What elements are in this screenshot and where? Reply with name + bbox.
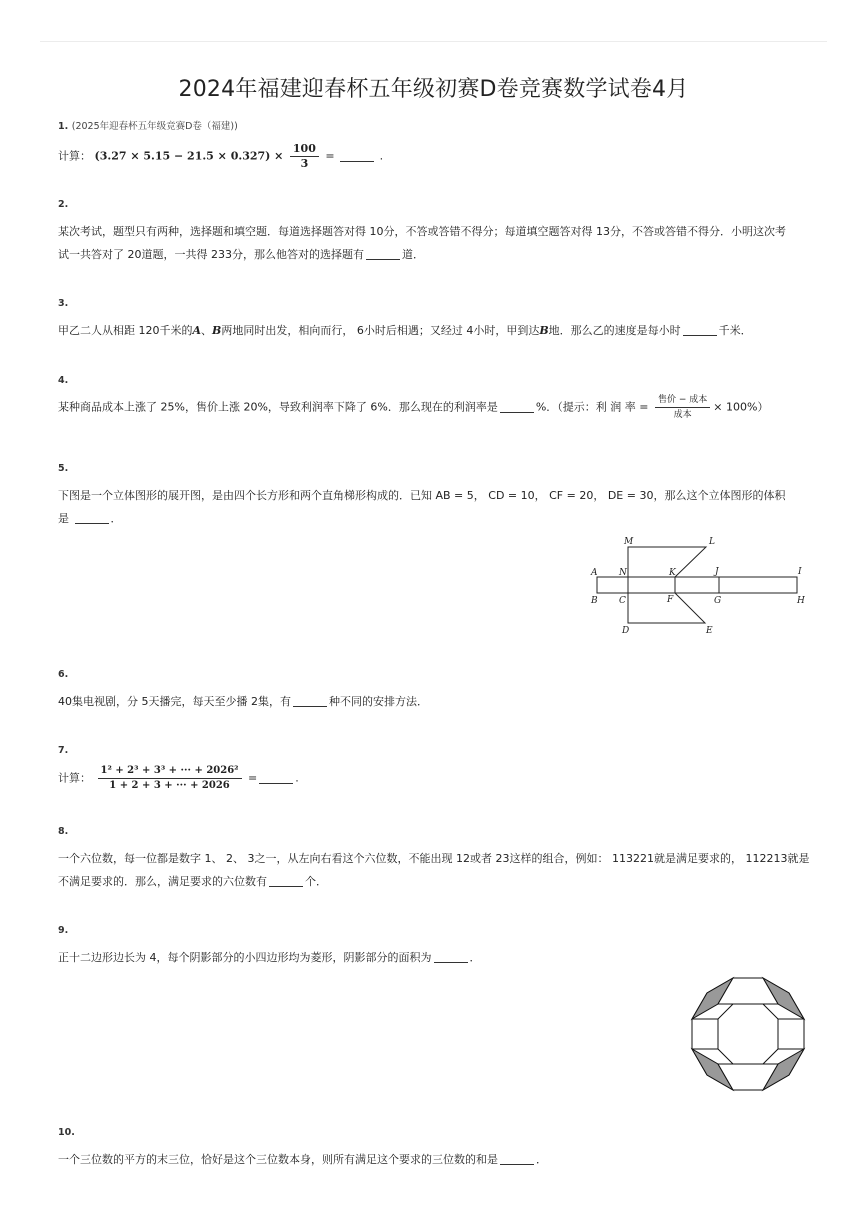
question-number: 4. — [58, 375, 69, 386]
question-8 — [58, 822, 818, 893]
question-number: 1. — [58, 121, 69, 132]
answer-blank[interactable] — [500, 400, 534, 413]
math-var: B — [539, 324, 549, 337]
point-label: N — [619, 568, 627, 578]
question-text: 40集电视剧，分 5天播完，每天至少播 2集，有 — [58, 695, 291, 708]
question-text: 计算： — [58, 149, 91, 163]
question-3 — [58, 294, 818, 342]
fraction-numerator: 100 — [290, 142, 319, 157]
answer-blank[interactable] — [75, 511, 109, 524]
question-text: 试一共答对了 20道题，一共得 233分，那么他答对的选择题有 — [58, 248, 364, 261]
point-label: E — [706, 626, 713, 636]
fraction-numerator: 1² + 2³ + 3³ + ··· + 2026² — [98, 764, 242, 779]
point-label: I — [798, 567, 802, 577]
fraction-denominator: 成本 — [673, 410, 692, 420]
question-9 — [58, 921, 818, 969]
question-5 — [58, 459, 818, 530]
question-text: 两地同时出发，相向而行， — [221, 324, 354, 337]
question-text: 某种商品成本上涨了 25%，售价上涨 20%，导致利润率下降了 6%．那么现在的利润率是 — [58, 400, 498, 414]
question-number: 7. — [58, 745, 69, 756]
point-label: B — [591, 596, 598, 606]
question-text: 种不同的安排方法． — [329, 695, 428, 708]
question-text: 不满足要求的．那么，满足要求的六位数有 — [58, 875, 267, 888]
question-number: 6. — [58, 669, 69, 680]
question-text: 正十二边形边长为 4，每个阴影部分的小四边形均为菱形，阴影部分的面积为 — [58, 951, 432, 964]
question-number: 5. — [58, 463, 69, 474]
period: ． — [110, 512, 122, 525]
fraction-numerator: 售价 − 成本 — [655, 393, 710, 408]
question-text: 一个六位数，每一位都是数字 1、 2、 3之一，从左向右看这个六位数，不能出现 12或者 23这样的组合，例如： 113221就是满足要求的， 112213就是 — [58, 852, 810, 865]
question-7 — [58, 741, 818, 793]
fraction-denominator: 1 + 2 + 3 + ··· + 2026 — [109, 780, 230, 791]
net-diagram — [588, 535, 810, 639]
dodecagon-diagram — [689, 975, 807, 1093]
question-text: × 100%） — [713, 400, 769, 414]
question-text: 、 — [201, 324, 213, 337]
fraction-denominator: 3 — [300, 157, 309, 170]
header-divider — [40, 41, 827, 42]
question-text: 地．那么乙的速度是每小时 — [548, 324, 681, 337]
question-2 — [58, 195, 818, 266]
answer-blank[interactable] — [434, 950, 468, 963]
equals-sign: = — [325, 149, 335, 163]
point-label: L — [709, 537, 715, 547]
answer-blank[interactable] — [340, 149, 374, 162]
page-title: 2024年福建迎春杯五年级初赛D卷竞赛数学试卷4月 — [178, 77, 689, 102]
question-text: 道． — [401, 248, 424, 261]
point-label: F — [667, 595, 674, 605]
point-label: M — [624, 537, 634, 547]
point-label: A — [591, 568, 598, 578]
question-10 — [58, 1123, 818, 1171]
answer-blank[interactable] — [269, 874, 303, 887]
math-var: A — [192, 324, 202, 337]
question-text: 千米． — [718, 324, 752, 337]
answer-blank[interactable] — [683, 323, 717, 336]
question-text: 下图是一个立体图形的展开图，是由四个长方形和两个直角梯形构成的．已知 AB = 5， CD = 10， CF = 20， DE = 30，那么这个立体图形的体积 — [58, 489, 786, 502]
math-expression: (3.27 × 5.15 − 21.5 × 0.327) × — [94, 149, 284, 163]
question-number: 10. — [58, 1127, 75, 1138]
point-label: G — [714, 596, 722, 606]
period: . — [379, 149, 384, 163]
equals-sign: = — [248, 771, 258, 785]
question-text: %．（提示：利 润 率 = — [535, 400, 649, 414]
question-number: 2. — [58, 199, 69, 210]
question-text: 6小时后相遇；又经过 4小时，甲到达 — [356, 324, 540, 337]
period: ． — [469, 951, 481, 964]
question-text: 计算： — [58, 771, 91, 785]
question-text: 是 — [58, 512, 69, 525]
question-text: 一个三位数的平方的末三位，恰好是这个三位数本身，则所有满足这个要求的三位数的和是 — [58, 1153, 498, 1166]
question-6 — [58, 665, 818, 713]
point-label: K — [669, 568, 676, 578]
point-label: J — [715, 567, 719, 577]
period: . — [295, 771, 299, 785]
answer-blank[interactable] — [259, 771, 293, 784]
period: ． — [536, 1153, 547, 1166]
question-number: 8. — [58, 826, 69, 837]
question-text: 甲乙二人从相距 120千米的 — [58, 324, 193, 337]
question-source: (2025年迎春杯五年级竞赛D卷（福建)) — [71, 121, 238, 132]
question-number: 9. — [58, 925, 69, 936]
point-label: D — [622, 626, 630, 636]
answer-blank[interactable] — [293, 694, 327, 707]
math-var: B — [212, 324, 222, 337]
question-number: 3. — [58, 298, 69, 309]
question-text: 个． — [305, 875, 327, 888]
question-text: 某次考试，题型只有两种，选择题和填空题．每道选择题答对得 10分，不答或答错不得分；每道填空题答对得 13分，不答或答错不得分．小明这次考 — [58, 225, 786, 238]
point-label: C — [619, 596, 626, 606]
question-4 — [58, 371, 818, 422]
answer-blank[interactable] — [500, 1152, 534, 1165]
answer-blank[interactable] — [366, 247, 400, 260]
point-label: H — [797, 596, 805, 606]
question-1 — [58, 117, 818, 171]
